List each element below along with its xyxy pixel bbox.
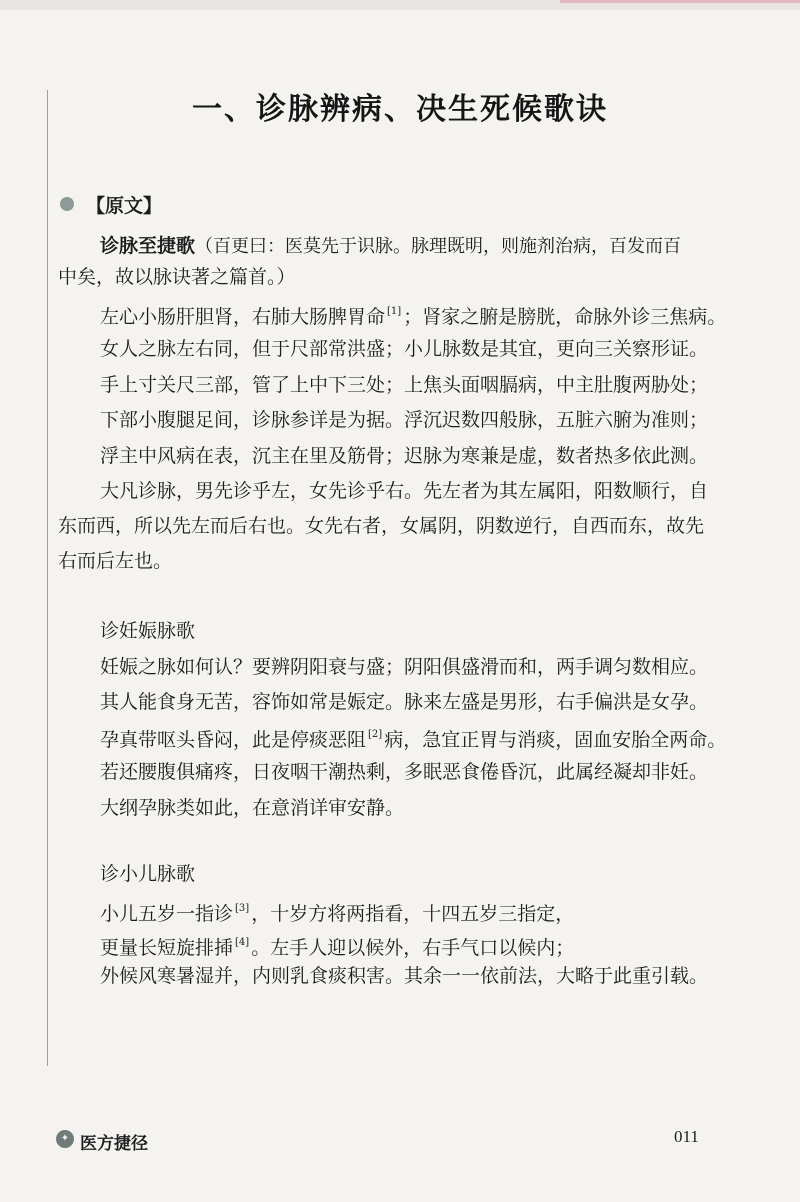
song-title: 诊妊娠脉歌 [100, 620, 196, 642]
song-title-line [100, 233, 681, 260]
verse-line [100, 896, 574, 927]
footnote-ref[interactable]: [3] [235, 903, 250, 914]
verse-line: 浮主中风病在表，沉主在里及筋骨；迟脉为寒兼是虚，数者热多依此测。 [100, 445, 709, 467]
footnote-ref[interactable]: [4] [235, 937, 250, 948]
section-label: 【原文】 [86, 194, 163, 217]
verse-line [100, 299, 726, 330]
page-top-edge [0, 0, 800, 10]
verse-line: 大纲孕脉类如此，在意消详审安静。 [100, 797, 405, 819]
verse-text: 更量长短旋排揷 [100, 937, 234, 959]
verse-line: 手上寸关尺三部，管了上中下三处；上焦头面咽膈病，中主肚腹两胁处； [100, 374, 709, 396]
verse-line: 若还腰腹俱痛疼，日夜咽干潮热剩，多眠恶食倦昏沉，此属经凝却非妊。 [100, 761, 709, 783]
song-title: 诊脉至捷歌 [100, 235, 196, 257]
verse-line [100, 930, 574, 961]
footer-book-title: 医方捷径 [80, 1134, 148, 1154]
page-number: 011 [674, 1127, 699, 1146]
song-note: （百更曰：医莫先于识脉。脉理既明，则施剂治病，百发而百 [195, 236, 682, 257]
verse-line: 其人能食身无苦，容饰如常是娠定。脉来左盛是男形，右手偏洪是女孕。 [100, 691, 709, 713]
song-title: 诊小儿脉歌 [100, 863, 196, 885]
verse-line [100, 722, 726, 753]
verse-line: 女人之脉左右同，但于尺部常洪盛；小儿脉数是其宜，更向三关察形证。 [100, 338, 709, 360]
book-logo-icon: ✦ [56, 1130, 74, 1148]
verse-line: 妊娠之脉如何认？要辨阴阳衰与盛；阴阳俱盛滑而和，两手调匀数相应。 [100, 656, 709, 678]
section-header [60, 189, 162, 219]
verse-text: 病，急宜正胃与消痰，固血安胎全两命。 [384, 729, 727, 751]
footnote-ref[interactable]: [1] [387, 306, 402, 317]
paragraph-line: 东而西，所以先左而后右也。女先右者，女属阴，阴数逆行，自西而东，故先 [58, 515, 705, 537]
paragraph-line: 右而后左也。 [58, 550, 173, 572]
bullet-dot-icon [60, 197, 74, 211]
pink-strip [560, 0, 800, 3]
verse-text: 左心小肠肝胆肾，右肺大肠脾胃命 [100, 306, 386, 328]
verse-text: ，十岁方将两指看，十四五岁三指定， [251, 903, 575, 925]
verse-text: 。左手人迎以候外，右手气口以候内； [251, 937, 575, 959]
margin-rule [47, 90, 48, 1066]
footnote-ref[interactable]: [2] [368, 729, 383, 740]
paragraph-line: 大凡诊脉，男先诊乎左，女先诊乎右。先左者为其左属阳，阳数顺行，自 [100, 480, 709, 502]
verse-text: 小儿五岁一指诊 [100, 903, 234, 925]
song-note-cont: 中矣，故以脉诀著之篇首。） [58, 266, 296, 288]
verse-text: 孕真带呕头昏闷，此是停痰恶阻 [100, 729, 367, 751]
verse-text: ；肾家之腑是膀胱，命脉外诊三焦病。 [403, 306, 727, 328]
chapter-heading: 一、诊脉辨病、决生死候歌诀 [192, 92, 608, 127]
verse-line: 下部小腹腿足间，诊脉参详是为据。浮沉迟数四般脉，五脏六腑为准则； [100, 409, 709, 431]
verse-line: 外候风寒暑湿并，内则乳食痰积害。其余一一依前法，大略于此重引载。 [100, 965, 709, 987]
